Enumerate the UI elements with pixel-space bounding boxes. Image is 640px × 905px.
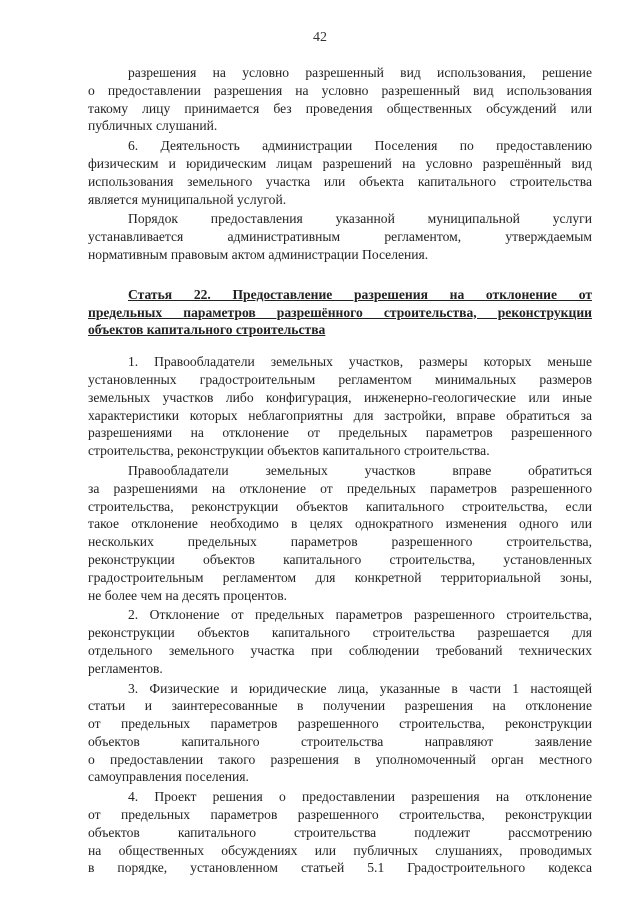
text-line: реконструкции объектов капитального строительства, установленных	[88, 551, 592, 567]
heading-line: предельных параметров разрешённого строительства, реконструкции	[88, 304, 592, 320]
text-line: 6. Деятельность администрации Поселения по предоставлению	[128, 138, 592, 154]
text-line: использования земельного участка или объекта капитального строительства	[88, 173, 592, 189]
text-line: 4. Проект решения о предоставлении разрешения на отклонение	[128, 789, 592, 805]
text-line: от предельных параметров разрешенного строительства, реконструкции	[88, 807, 592, 823]
text-line: объектов капитального строительства подлежит рассмотрению	[88, 824, 592, 840]
paragraph	[88, 462, 592, 604]
paragraph	[88, 606, 592, 677]
text-line: устанавливается административным регламентом, утверждаемым	[88, 229, 592, 245]
text-line: регламентов.	[88, 660, 163, 676]
text-line: строительства, реконструкции объектов капитального строительства.	[88, 443, 490, 459]
text-line: является муниципальной услугой.	[88, 191, 287, 207]
text-line: от предельных параметров разрешенного строительства, реконструкции	[88, 716, 592, 732]
text-line: отдельного земельного участка при соблюдении требований технических	[88, 642, 592, 658]
article-heading	[88, 286, 592, 339]
text-line: установленных градостроительным регламентом минимальных размеров	[88, 371, 592, 387]
text-line: градостроительным регламентом для конкретной территориальной зоны,	[88, 569, 592, 585]
paragraph	[88, 210, 592, 263]
text-line: за разрешениями на отклонение от предельных параметров разрешенного	[88, 480, 592, 496]
text-line: не более чем на десять процентов.	[88, 587, 288, 603]
text-line: физическим и юридическим лицам разрешений на условно разрешённый вид	[88, 155, 592, 171]
spacer	[88, 339, 592, 353]
text-line: самоуправления поселения.	[88, 769, 249, 785]
text-line: земельных участков либо конфигурация, инженерно-геологические или иные	[88, 389, 592, 405]
text-line: 2. Отклонение от предельных параметров разрешенного строительства,	[128, 607, 592, 623]
text-line: о предоставлении разрешения на условно разрешенный вид использования	[88, 82, 592, 98]
paragraph	[88, 788, 592, 877]
text-line: нормативным правовым актом администрации Поселения.	[88, 246, 429, 262]
text-line: такому лицу принимается без проведения общественных обсуждений или	[88, 100, 592, 116]
text-line: такое отклонение необходимо в целях однократного изменения одного или	[88, 516, 592, 532]
text-line: Правообладатели земельных участков вправе обратиться	[128, 462, 592, 478]
text-line: на общественных обсуждениях или публичных слушаниях, проводимых	[88, 842, 592, 858]
text-line: о предоставлении такого разрешения в уполномоченный орган местного	[88, 751, 592, 767]
paragraph	[88, 137, 592, 208]
text-line: 3. Физические и юридические лица, указанные в части 1 настоящей	[128, 680, 592, 696]
page-number: 42	[313, 30, 327, 45]
text-line: статьи и заинтересованные в получении разрешения на отклонение	[88, 698, 592, 714]
text-line: реконструкции объектов капитального строительства разрешается для	[88, 625, 592, 641]
heading-line: Статья 22. Предоставление разрешения на отклонение от	[128, 286, 592, 302]
text-line: разрешения на условно разрешенный вид использования, решение	[128, 65, 592, 80]
text-line: объектов капитального строительства направляют заявление	[88, 733, 592, 749]
text-line: в порядке, установленном статьей 5.1 Градостроительного кодекса	[88, 860, 592, 876]
paragraph	[88, 680, 592, 787]
text-line: публичных слушаний.	[88, 118, 218, 134]
heading-line: объектов капитального строительства	[88, 322, 326, 338]
text-line: Порядок предоставления указанной муниципальной услуги	[128, 211, 592, 227]
paragraph	[88, 353, 592, 460]
text-line: разрешениями на отклонение от предельных параметров разрешенного	[88, 425, 592, 441]
document-body	[88, 64, 592, 877]
text-line: нескольких предельных параметров разрешенного строительства,	[88, 534, 592, 550]
text-line: строительства, реконструкции объектов капитального строительства, если	[88, 498, 592, 514]
spacer	[88, 264, 592, 286]
paragraph	[88, 64, 592, 135]
text-line: характеристики которых неблагоприятны для застройки, вправе обратиться за	[88, 407, 592, 423]
text-line: 1. Правообладатели земельных участков, размеры которых меньше	[128, 354, 592, 370]
